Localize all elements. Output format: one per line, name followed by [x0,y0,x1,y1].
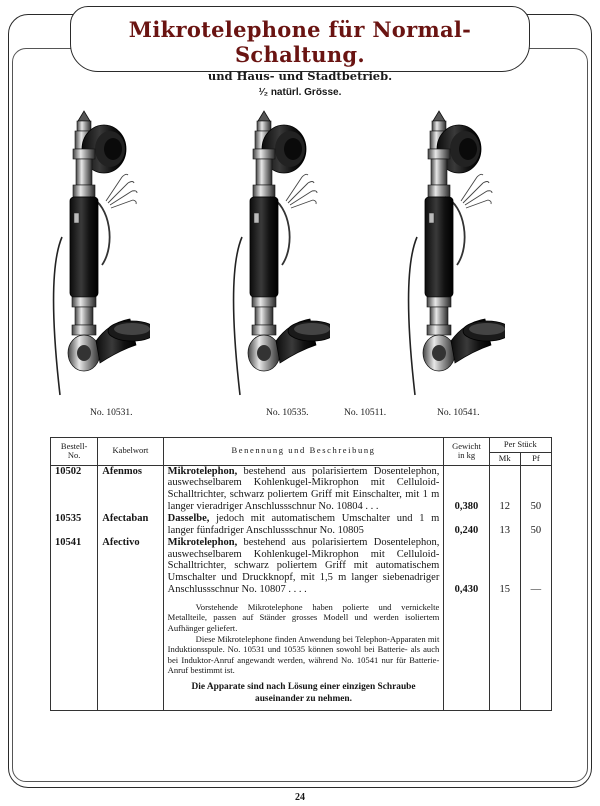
price-pf: 50 [520,513,551,537]
description [163,465,444,513]
cable-word: Afectivo [98,537,163,596]
price-pf: 50 [520,465,551,513]
header-per-stueck: Per Stück [490,438,551,453]
table-row [51,513,552,537]
price-mk: 12 [489,465,520,513]
order-number: 10541 [51,537,98,596]
telephone-illustration-10535 [200,105,330,405]
header-weight [444,438,489,466]
order-number: 10502 [51,465,98,513]
telephone-illustration-10541 [375,105,505,405]
price-mk: 13 [489,513,520,537]
empty-cell [444,596,489,710]
caption-10531: No. 10531. [90,408,133,418]
cable-word: Afectaban [98,513,163,537]
price-mk: 15 [489,537,520,596]
description-lead: Mikrotelephon, [167,465,238,477]
header-mk: Mk [490,453,521,465]
illustration-area [0,105,600,405]
header-gewicht: Gewicht [452,440,481,451]
description-text: bestehend aus polarisiertem Dosentelephon, auswechselbarem Kohlenkugel-Mikrophon mit Celluloid-Schalltrichter, schwarz poliertem Griff mit automatischem Umschalter und Druckknopf, mit 1,5 m langer siebenadriger Anschlussschnur No. 10807 . . . . [167,536,440,596]
description-text: jedoch mit automatischem Umschalter und 1 m langer fünfadriger Anschlussschnur No. 10805 [167,512,440,536]
notes [163,596,444,710]
page-title: Mikrotelephone für Normal-Schaltung. [128,17,472,67]
caption-10541: No. 10541. [437,408,480,418]
header-description: Benennung und Beschreibung [163,438,444,466]
product-table [50,437,552,711]
caption-10511: No. 10511. [344,408,387,418]
header-price [489,438,551,466]
header-bestell: Bestell- [60,440,88,451]
weight: 0,240 [444,513,489,537]
telephone-illustration-10531 [20,105,150,405]
description-lead: Dasselbe, [167,512,210,524]
scale-note: ¹⁄₂ natürl. Grösse. [258,87,342,98]
table-notes-row [51,596,552,710]
header-in-kg: in kg [457,450,476,461]
page-number: 24 [295,792,305,803]
note-usage: Diese Mikrotelephone finden Anwendung bei Telephon-Apparaten mit Induktionsspule. No. 10531 und 10535 können sowohl bei Batterie- als auch bei Induktor-Anruf angewandt werden, während No. 10541 nur für Batterie-Anruf bestimmt ist. [167,633,440,675]
weight: 0,430 [444,537,489,596]
description-text: bestehend aus polarisiertem Dosentelephon, auswechselbarem Kohlenkugel-Mikrophon mit Celluloid-Schalltrichter, schwarz poliertem Griff mit Einschalter, mit 1 m langer vieradriger Anschlussschnur No. 10804 . . . [167,465,440,513]
note-disassembly: Die Apparate sind nach Lösung einer einzigen Schraube auseinander zu nehmen. [191,682,416,704]
price-pf: — [520,537,551,596]
description [163,537,444,596]
weight: 0,380 [444,465,489,513]
empty-cell [51,596,98,710]
caption-10535: No. 10535. [266,408,309,418]
empty-cell [520,596,551,710]
description-lead: Mikrotelephon, [167,536,238,548]
header-cable-word: Kabelwort [98,438,163,466]
cable-word: Afenmos [98,465,163,513]
empty-cell [98,596,163,710]
description [163,513,444,537]
title-banner [70,6,530,83]
note-finish: Vorstehende Mikrotelephone haben polierte und vernickelte Metallteile, passen auf Ständer grosses Modell und werden isoliertem Aufhänger geliefert. [167,601,440,633]
page-subtitle: und Haus- und Stadtbetrieb. [207,69,393,83]
header-pf: Pf [532,452,540,463]
header-order-number [51,438,98,466]
table-row [51,465,552,513]
table-header-row [51,438,552,466]
empty-cell [489,596,520,710]
table-row [51,537,552,596]
header-no: No. [67,450,81,461]
order-number: 10535 [51,513,98,537]
